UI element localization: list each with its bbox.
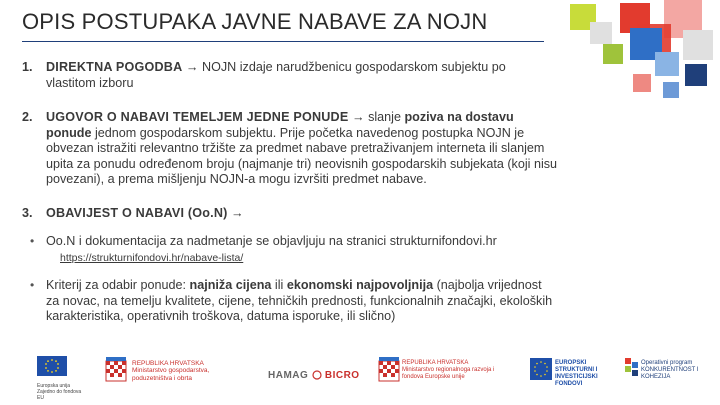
arrow: → bbox=[182, 60, 202, 74]
item-3-number: 3. bbox=[22, 206, 33, 220]
item-1-number: 1. bbox=[22, 60, 33, 74]
item-1-heading: DIREKTNA POGODBA bbox=[46, 60, 183, 74]
ministry-economy-logo bbox=[104, 357, 128, 390]
item-2-heading: UGOVOR O NABAVI TEMELJEM JEDNE PONUDE bbox=[46, 110, 349, 124]
item-1-text bbox=[46, 60, 558, 91]
bullet-2-bold-2: ekonomski najpovoljnija bbox=[286, 278, 434, 292]
arrow: → bbox=[227, 206, 244, 220]
footer-logos bbox=[0, 348, 720, 405]
op-kik-logo bbox=[625, 358, 639, 385]
eu-caption: Europska unija Zajedno do fondova EU bbox=[37, 383, 82, 401]
mosaic-square bbox=[633, 74, 651, 92]
op-kik-mark-icon bbox=[625, 358, 639, 380]
slide-title: OPIS POSTUPAKA JAVNE NABAVE ZA NOJN bbox=[22, 9, 488, 34]
bullet-marker: • bbox=[30, 278, 35, 292]
bicro-text: BICRO bbox=[324, 370, 360, 381]
arrow: → bbox=[348, 110, 369, 124]
croatian-coat-of-arms-icon bbox=[104, 357, 128, 385]
mosaic-square bbox=[590, 22, 612, 44]
croatian-coat-of-arms-icon bbox=[378, 357, 400, 385]
item-2-text-after: jednom gospodarskom subjektu. Prije početka navedenog postupka NOJN je obvezan istražiti relevantno tržište za predmet nabave pretraživanjem interneta ili slanjem upita za ponudu određenom broju (najmanje tri) neovisnih gospodarskih subjekata (koji nisu povezani), a prema mišljenju NOJN-a mogu izvršiti predmet nabave. bbox=[46, 125, 558, 187]
ministry-regional-logo bbox=[378, 357, 400, 390]
nabave-lista-link[interactable]: https://strukturnifondovi.hr/nabave-lista/ bbox=[60, 252, 244, 264]
eu-flag-logo bbox=[37, 356, 83, 401]
esi-funds-logo bbox=[530, 358, 552, 385]
item-2-text bbox=[46, 110, 558, 188]
mosaic-square bbox=[655, 52, 679, 76]
eu-flag-icon bbox=[37, 356, 67, 376]
bullet-2-bold-1: najniža cijena bbox=[189, 278, 272, 292]
bullet-1-text: Oo.N i dokumentacija za nadmetanje se objavljuju na stranici strukturnifondovi.hr bbox=[46, 234, 497, 248]
title-underline bbox=[22, 41, 544, 42]
mosaic-square bbox=[603, 44, 623, 64]
item-2-text-before: slanje bbox=[368, 110, 405, 124]
esi-funds-flag-icon bbox=[530, 358, 552, 380]
bullet-2-text-mid: ili bbox=[271, 278, 287, 292]
item-2-number: 2. bbox=[22, 110, 33, 124]
mosaic-square bbox=[683, 30, 713, 60]
bullet-2-text-after: (najbolja vrijednost za novac, na temelju kvalitete, cijene, tehničkih prednosti, funkcionalnih značajki, ekoloških karakteristika, operativnih troškova, datuma isporuke, ili slično) bbox=[46, 278, 553, 324]
mosaic-square bbox=[663, 82, 679, 98]
bullet-2-text bbox=[46, 278, 558, 325]
esi-funds-text: EUROPSKI STRUKTURNI I INVESTICIJSKI FONDOVI bbox=[555, 360, 598, 387]
bullet-2-text-before: Kriterij za odabir ponude: bbox=[46, 278, 190, 292]
ministry-regional-text: REPUBLIKA HRVATSKA Ministarstvo regionalnoga razvoja i fondova Europske unije bbox=[402, 360, 495, 380]
op-kik-text: Operativni program KONKURENTNOST I KOHEZIJA bbox=[641, 360, 699, 380]
bullet-marker: • bbox=[30, 234, 35, 248]
decorative-mosaic bbox=[565, 0, 720, 115]
hamag-bicro-logo bbox=[268, 370, 360, 381]
hamag-text: HAMAG bbox=[268, 370, 309, 381]
ministry-economy-text: REPUBLIKA HRVATSKA Ministarstvo gospodarstva, poduzetništva i obrta bbox=[132, 360, 210, 382]
item-2-bold-text: poziva na dostavu ponude bbox=[46, 110, 514, 140]
mosaic-square bbox=[685, 64, 707, 86]
bicro-mark-icon bbox=[312, 370, 322, 380]
item-3-text bbox=[46, 206, 558, 222]
item-3-heading: OBAVIJEST O NABAVI (Oo.N) bbox=[46, 206, 228, 220]
item-1-description: NOJN izdaje narudžbenicu gospodarskom subjektu po vlastitom izboru bbox=[46, 60, 506, 90]
